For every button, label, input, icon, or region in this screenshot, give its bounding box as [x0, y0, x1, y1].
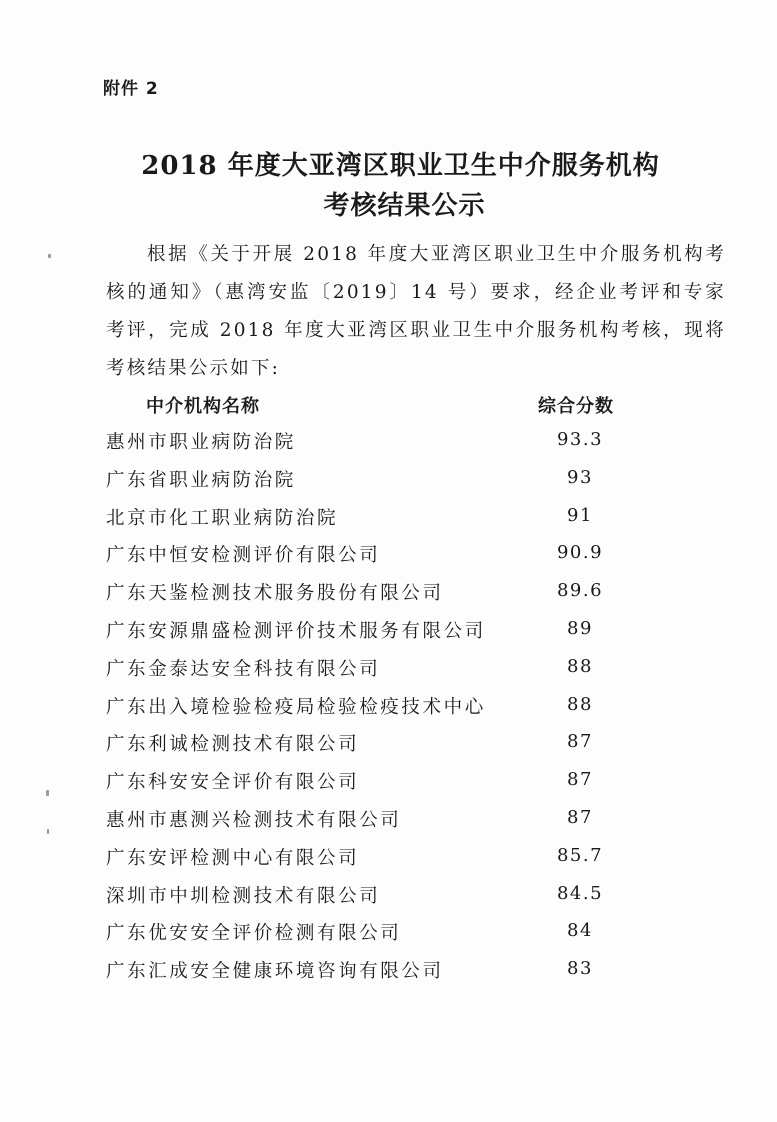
table-row [0, 876, 777, 914]
agency-score: 87 [567, 731, 593, 753]
agency-score: 90.9 [556, 542, 604, 564]
agency-score: 83 [567, 958, 593, 980]
agency-name: 广东安评检测中心有限公司 [106, 847, 360, 869]
agency-score: 93 [567, 466, 593, 488]
agency-name: 北京市化工职业病防治院 [106, 507, 339, 529]
document-title-line-1: 2018 年度大亚湾区职业卫生中介服务机构 [141, 151, 660, 181]
table-row [0, 800, 777, 838]
agency-name: 广东汇成安全健康环境咨询有限公司 [106, 961, 444, 983]
table-row [0, 913, 777, 951]
agency-score: 89 [567, 617, 593, 639]
agency-score: 88 [567, 693, 593, 715]
agency-score: 87 [567, 769, 593, 791]
agency-name: 广东安源鼎盛检测评价技术服务有限公司 [106, 620, 486, 642]
table-row [0, 535, 777, 573]
table-row [0, 762, 777, 800]
agency-name: 惠州市惠测兴检测技术有限公司 [106, 809, 402, 831]
agency-score: 87 [567, 806, 593, 828]
column-header-score: 综合分数 [538, 396, 614, 417]
table-row [0, 498, 777, 536]
table-row [0, 573, 777, 611]
agency-name: 广东出入境检验检疫局检验检疫技术中心 [106, 696, 486, 718]
scan-speck [48, 254, 51, 258]
agency-name: 广东科安安全评价有限公司 [106, 772, 360, 794]
table-row [0, 838, 777, 876]
table-row [0, 460, 777, 498]
table-row [0, 951, 777, 989]
agency-score: 93.3 [556, 429, 604, 450]
intro-paragraph [106, 236, 726, 388]
attachment-label: 附件 2 [103, 79, 159, 99]
agency-name: 广东中恒安检测评价有限公司 [106, 545, 381, 567]
agency-name: 广东天鉴检测技术服务股份有限公司 [106, 583, 444, 605]
intro-text: 根据《关于开展 2018 年度大亚湾区职业卫生中介服务机构考核的通知》（惠湾安监〔2019〕14 号）要求，经企业考评和专家考评，完成 2018 年度大亚湾区职业卫生中介服务机构考核，现将考核结果公示如下: [106, 244, 726, 379]
table-row [0, 687, 777, 725]
results-table [0, 422, 777, 989]
table-row [0, 724, 777, 762]
scan-speck [47, 829, 49, 834]
agency-name: 广东优安安全评价检测有限公司 [106, 923, 402, 945]
agency-score: 89.6 [556, 580, 604, 602]
agency-name: 深圳市中圳检测技术有限公司 [106, 885, 381, 907]
agency-score: 84.5 [556, 882, 604, 904]
agency-score: 84 [567, 920, 593, 942]
table-row [0, 422, 777, 460]
agency-name: 广东利诚检测技术有限公司 [106, 734, 360, 756]
agency-score: 88 [567, 655, 593, 677]
agency-score: 91 [567, 504, 593, 526]
agency-name: 广东金泰达安全科技有限公司 [106, 658, 381, 680]
document-title-line-2: 考核结果公示 [323, 191, 486, 221]
agency-name: 惠州市职业病防治院 [106, 432, 296, 453]
column-header-name: 中介机构名称 [146, 396, 260, 417]
table-row [0, 611, 777, 649]
agency-name: 广东省职业病防治院 [106, 469, 296, 491]
scan-speck [46, 790, 49, 796]
table-row [0, 649, 777, 687]
agency-score: 85.7 [556, 844, 604, 866]
